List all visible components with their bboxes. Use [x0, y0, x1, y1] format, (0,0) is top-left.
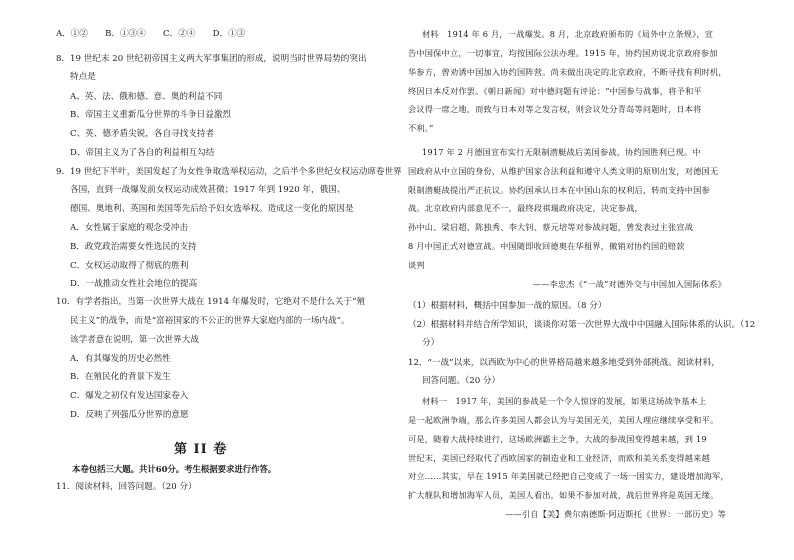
material-line: 是一起欧洲争端，那么许多美国人都会认为与美国无关，美国人理应继续享受和平。: [408, 415, 719, 425]
q7-options: A．①② B．①③④ C．②④ D．①③: [56, 29, 246, 39]
q10-stem-line: 民主义”的战争，而是“富裕国家的不公正的世界大家庭内部的一场内战”。: [70, 316, 350, 326]
q9-stem-line: 各国，直到一战爆发前女权运动成效甚微；1917 年到 1920 年，俄国、: [70, 185, 346, 195]
q8-option-a: A、英、法、俄和德、意、奥的利益不同: [70, 92, 223, 102]
q12-stem-line: 回答问题。（20 分）: [422, 376, 501, 386]
material-line: 华参方，曾劝诱中国加入协约国阵营。尚未做出决定的北京政府，不断寻找有利时机，: [408, 67, 727, 77]
material-line: 8 月中国正式对德宣战。中国随即收回德奥在华租界，撤销对协约国的赔款: [408, 241, 685, 251]
material-line: 1917 年 2 月德国宣布实行无限制潜艇战后美国参战，协约国胜利已现。中: [422, 147, 701, 157]
q9-option-b: B．政党政治需要女性选民的支持: [70, 242, 197, 252]
material-line: 孙中山、梁启超、陈独秀、李大钊、蔡元培等对参战问题，曾发表过主张宣战: [408, 222, 694, 232]
material-line: 终因日本反对作罢。《朝日新闻》对中德问题有评论：“中国参与战事，将予和平: [408, 86, 702, 96]
q10-option-a: A．有其爆发的历史必然性: [70, 354, 171, 364]
material-line: 战。北京政府内部意见不一，最终段祺瑞政府决定，决定参战，: [408, 203, 643, 213]
material-line: 材料一 1917 年，美国的参战是一个令人惊讶的发展，如果这场战争基本上: [422, 396, 707, 406]
q8-option-d: D、帝国主义为了各自的利益相互勾结: [70, 148, 215, 158]
material-line: 对立……其实，早在 1915 年美国就已经把自己变成了一场一国实力，建设增加海军，: [408, 471, 729, 481]
material-line: 限制潜艇战提出严正抗议。协约国承认日本在中国山东的权利后，转而支持中国参: [408, 185, 710, 195]
q10-option-c: C．爆发之初仅有发达国家卷入: [70, 391, 189, 401]
material-line: 材料 1914 年 6 月，一战爆发。8 月，北京政府颁布的《局外中立条规》，宣: [422, 29, 714, 39]
section-note: 本卷包括三大题。共计60分。考生根据要求进行作答。: [72, 464, 277, 474]
q9-stem-line: 德国、奥地利、英国和美国等先后给予妇女选举权。造成这一变化的原因是: [70, 204, 354, 214]
section-title: 第 II 卷: [174, 442, 228, 457]
q8-stem-line: 8．19 世纪末 20 世纪初帝国主义两大军事集团的形成，说明当时世界局势的突出: [56, 54, 367, 64]
q10-option-d: D．反映了列强瓜分世界的意愿: [70, 410, 189, 420]
q9-stem-line: 9．19 世纪下半叶，美国发起了为女性争取选举权运动，之后半个多世纪女权运动席卷世界: [56, 167, 402, 177]
q8-stem-line: 特点是: [70, 72, 96, 82]
material-line: 世纪末，美国已经取代了西欧国家的制造业和工业经济，而欧和美关系变得越来越: [408, 453, 710, 463]
q11-part-2: （2）根据材料并结合所学知识，谈谈你对第一次世界大战中中国融入国际体系的认识。（12: [408, 320, 756, 330]
material-line: 告中国保中立，一切事宜，均按国际公法办理。1915 年，协约国劝说北京政府参加: [408, 48, 718, 58]
material-source: ——引自【美】费尔南德斯·阿迈斯托《世界：一部历史》等: [505, 509, 726, 519]
material-line: 谈判: [408, 260, 425, 270]
material-source: ——李忠杰《“一战”对德外交与中国加入国际体系》: [532, 279, 726, 289]
q10-option-b: B．在殖民化的背景下发生: [70, 372, 171, 382]
q9-option-d: D．一战推动女性社会地位的提高: [70, 279, 198, 289]
q8-option-c: C、英、德矛盾尖锐，各自寻找支持者: [70, 129, 215, 139]
material-line: 会议得一席之地，而致与日本对等之发言权，则会议处分青岛等问题时，日本将: [408, 104, 702, 114]
q11-part-1: （1）根据材料，概括中国参加一战的原因。（8 分）: [408, 301, 607, 311]
q12-stem-line: 12．“一战”以来，以西欧为中心的世界格局越来越多地受到外部挑战。阅读材料，: [408, 358, 720, 368]
q10-stem-line: 10．有学者指出，当第一次世界大战在 1914 年爆发时，它绝对不是什么关于“殖: [56, 297, 366, 307]
material-line: 国政府从中立国的身份，从维护国家合法利益和遵守人类文明的原则出发，对德国无: [408, 166, 719, 176]
material-line: 可是，随着大战持续进行，这场欧洲霸主之争，大战的参战国变得越来越，到 19: [408, 434, 707, 444]
material-line: 不利。”: [408, 123, 434, 133]
q10-stem-line: 该学者意在说明，第一次世界大战: [70, 335, 199, 345]
material-line: 扩大舰队和增加海军人员，美国人看出，如果不参加对战，战后世界将是英国无缘。: [408, 490, 719, 500]
q9-option-c: C．女权运动取得了彻底的胜利: [70, 261, 189, 271]
q9-option-a: A．女性属于家庭的观念受冲击: [70, 223, 188, 233]
q11-stem: 11．阅读材料，回答问题。（20 分）: [56, 482, 197, 492]
q8-option-b: B、帝国主义重新瓜分世界的斗争日益激烈: [70, 110, 232, 120]
q11-part-2-cont: 分）: [422, 338, 440, 348]
